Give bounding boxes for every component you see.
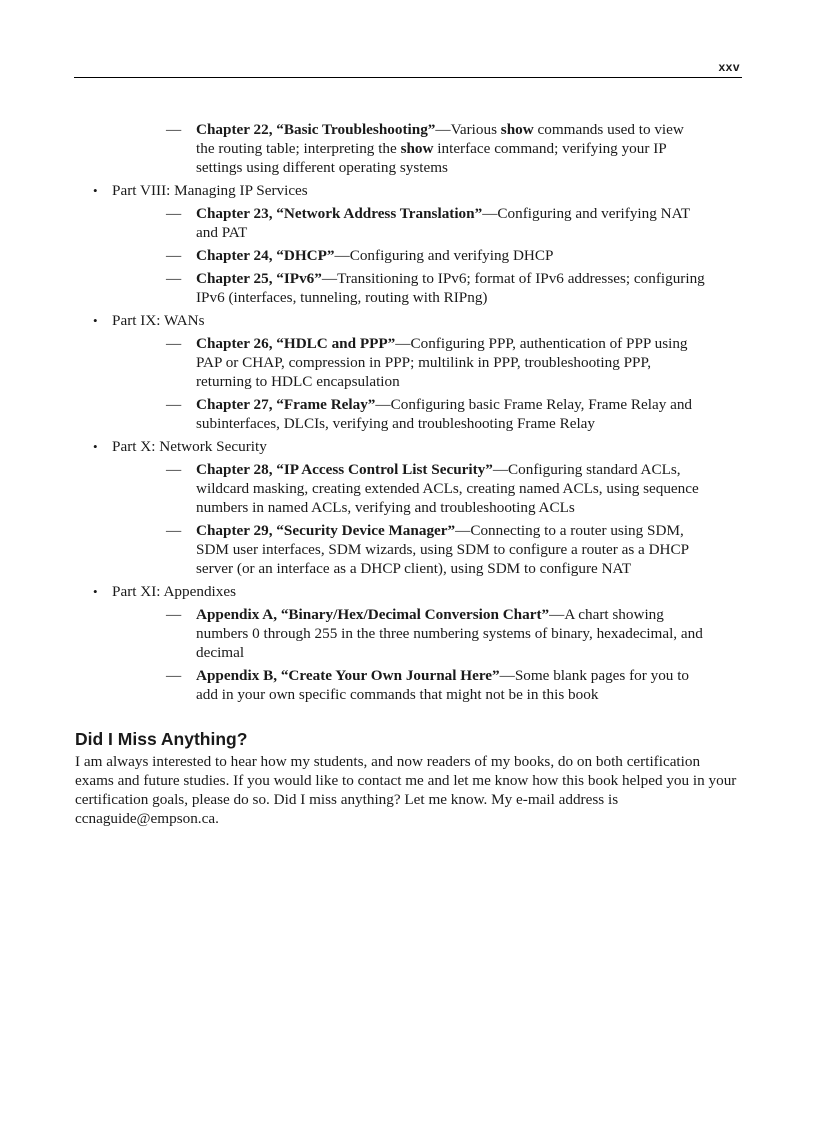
chapter-title: Chapter 28, “IP Access Control List Security” (196, 461, 493, 478)
chapter-description: —Configuring and verifying NAT and PAT (196, 205, 690, 241)
chapter-description: —A chart showing numbers 0 through 255 in the three numbering systems of binary, hexadecimal, and decimal (196, 606, 703, 661)
section-paragraph: I am always interested to hear how my students, and now readers of my books, do on both certification exams and future studies. If you would like to contact me and let me know how this book helped you in your certification goals, please do so. Did I miss anything? Let me know. My e-mail address is ccnaguide@empson.ca. (75, 753, 737, 827)
chapter-description: —Configuring PPP, authentication of PPP using PAP or CHAP, compression in PPP; multilink in PPP, troubleshooting PPP, returning to HDLC encapsulation (196, 335, 688, 390)
command-keyword: show (400, 140, 434, 157)
chapter-title: Appendix B, “Create Your Own Journal Here” (196, 667, 500, 684)
chapter-title: Chapter 23, “Network Address Translation” (196, 205, 483, 222)
chapter-title: Appendix A, “Binary/Hex/Decimal Conversion Chart” (196, 606, 550, 623)
header-rule (74, 77, 742, 78)
dash-marker: — (166, 522, 182, 539)
chapter-title: Chapter 29, “Security Device Manager” (196, 522, 456, 539)
chapter-title: Chapter 26, “HDLC and PPP” (196, 335, 396, 352)
command-keyword: show (500, 121, 534, 138)
chapter-description: —Transitioning to IPv6; format of IPv6 addresses; configuring IPv6 (interfaces, tunneling, routing with RIPng) (196, 270, 705, 306)
chapter-entry (166, 246, 706, 265)
chapter-title: Chapter 22, “Basic Troubleshooting” (196, 121, 436, 138)
dash-marker: — (166, 606, 182, 623)
part-heading (93, 181, 816, 200)
chapter-title: Chapter 25, “IPv6” (196, 270, 322, 287)
part-label: Part XI: Appendixes (112, 583, 237, 600)
chapter-entry (166, 204, 706, 242)
dash-marker: — (166, 461, 182, 478)
chapter-description: commands used to view the routing table; interpreting the (196, 121, 684, 157)
part-label: Part X: Network Security (112, 438, 267, 455)
chapter-description: interface command; verifying your IP settings using different operating systems (196, 140, 667, 176)
chapter-description: —Configuring and verifying DHCP (334, 247, 554, 264)
dash-marker: — (166, 205, 182, 222)
dash-marker: — (166, 667, 182, 684)
part-label: Part VIII: Managing IP Services (112, 182, 308, 199)
chapter-entry (166, 395, 706, 433)
chapter-description: —Configuring standard ACLs, wildcard masking, creating extended ACLs, creating named ACLs, using sequence numbers in named ACLs, verifying and troubleshooting ACLs (196, 461, 699, 516)
part-heading (93, 437, 816, 456)
section-heading: Did I Miss Anything? (75, 729, 248, 749)
part-label: Part IX: WANs (112, 312, 205, 329)
bullet-marker: • (93, 584, 98, 599)
chapter-entry (166, 334, 706, 391)
chapter-title: Chapter 27, “Frame Relay” (196, 396, 376, 413)
page-number: xxv (718, 60, 740, 74)
dash-marker: — (166, 335, 182, 352)
dash-marker: — (166, 270, 182, 287)
bullet-marker: • (93, 183, 98, 198)
dash-marker: — (166, 121, 182, 138)
chapter-title: Chapter 24, “DHCP” (196, 247, 335, 264)
chapter-entry (166, 521, 706, 578)
part-heading (93, 582, 816, 601)
chapter-entry (166, 666, 706, 704)
bullet-marker: • (93, 439, 98, 454)
chapter-entry (166, 120, 706, 177)
chapter-description: —Configuring basic Frame Relay, Frame Relay and subinterfaces, DLCIs, verifying and troubleshooting Frame Relay (196, 396, 693, 432)
page-content (0, 120, 816, 828)
chapter-entry (166, 605, 706, 662)
bullet-marker: • (93, 313, 98, 328)
chapter-entry (166, 269, 706, 307)
chapter-description: —Some blank pages for you to add in your own specific commands that might not be in this book (196, 667, 690, 703)
chapter-entry (166, 460, 706, 517)
part-heading (93, 311, 816, 330)
chapter-description: —Various (435, 121, 501, 138)
dash-marker: — (166, 247, 182, 264)
dash-marker: — (166, 396, 182, 413)
chapter-description: —Connecting to a router using SDM, SDM user interfaces, SDM wizards, using SDM to configure a router as a DHCP server (or an interface as a DHCP client), using SDM to configure NAT (196, 522, 689, 577)
